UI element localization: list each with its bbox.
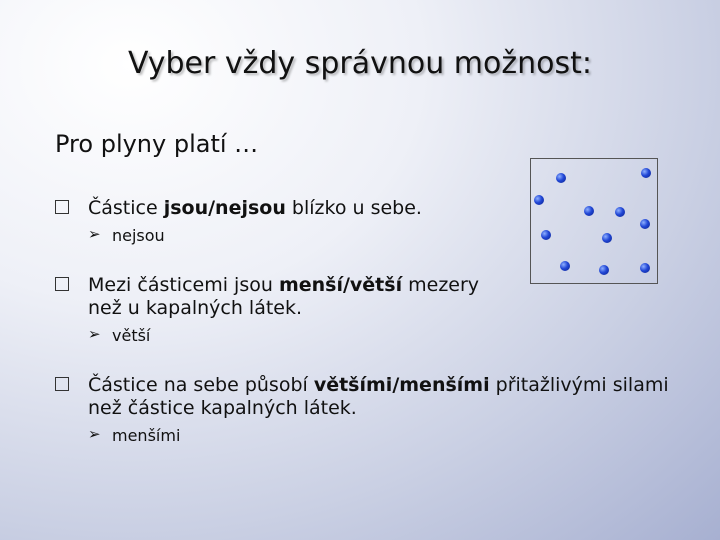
particle xyxy=(641,168,651,178)
answer-text: větší xyxy=(112,326,151,345)
answer-text: menšími xyxy=(112,426,181,445)
checkbox-icon xyxy=(55,277,69,291)
particle xyxy=(602,233,612,243)
particle xyxy=(556,173,566,183)
gas-particles-diagram xyxy=(530,158,658,284)
particle xyxy=(599,265,609,275)
particle xyxy=(534,195,544,205)
arrow-right-icon: ➢ xyxy=(88,425,101,443)
question-text: Mezi částicemi jsou menší/větší mezery než u kapalných látek. xyxy=(88,274,480,319)
checkbox-icon xyxy=(55,200,69,214)
particle xyxy=(541,230,551,240)
intro-text: Pro plyny platí … xyxy=(55,130,259,158)
particle xyxy=(615,207,625,217)
checkbox-icon xyxy=(55,377,69,391)
particle xyxy=(640,263,650,273)
particle xyxy=(584,206,594,216)
answer-text: nejsou xyxy=(112,226,165,245)
arrow-right-icon: ➢ xyxy=(88,225,101,243)
question-text: Částice na sebe působí většími/menšími přitažlivými silami než částice kapalných látek. xyxy=(88,374,669,419)
arrow-right-icon: ➢ xyxy=(88,325,101,343)
question-text: Částice jsou/nejsou blízko u sebe. xyxy=(88,197,422,219)
particle xyxy=(560,261,570,271)
particle xyxy=(640,219,650,229)
slide-title: Vyber vždy správnou možnost: xyxy=(128,46,592,81)
